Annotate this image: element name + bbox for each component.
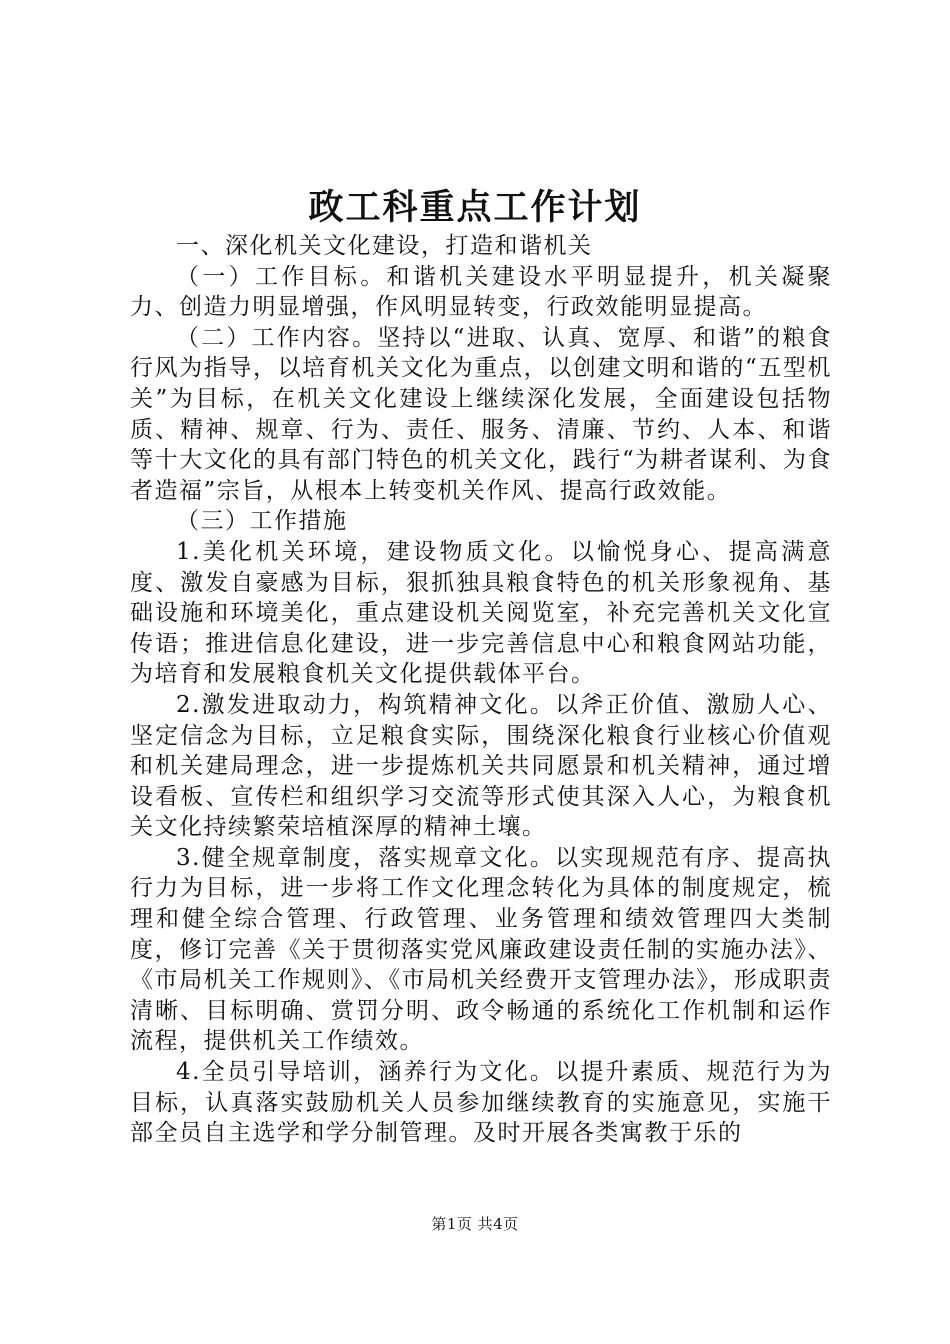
paragraph-measure-4: 4.全员引导培训，涵养行为文化。以提升素质、规范行为为目标，认真落实鼓励机关人员参加继续教育的实施意见，实施干部全员自主选学和学分制管理。及时开展各类寓教于乐的 [130,1059,832,1147]
paragraph-measure-2: 2.激发进取动力，构筑精神文化。以斧正价值、激励人心、坚定信念为目标，立足粮食实际，围绕深化粮食行业核心价值观和机关建局理念，进一步提炼机关共同愿景和机关精神，通过增设看板、宣传栏和组织学习交流等形式使其深入人心，为粮食机关文化持续繁荣培植深厚的精神土壤。 [130,691,832,841]
paragraph-work-measures-heading: （三）工作措施 [176,508,348,535]
document-body [130,231,832,1149]
page-footer: 第1页 共4页 [431,1215,519,1233]
paragraph-work-goal: （一）工作目标。和谐机关建设水平明显提升，机关凝聚力、创造力明显增强，作风明显转变，行政效能明显提高。 [130,263,832,321]
paragraph-measure-3: 3.健全规章制度，落实规章文化。以实现规范有序、提高执行力为目标，进一步将工作文化理念转化为具体的制度规定，梳理和健全综合管理、行政管理、业务管理和绩效管理四大类制度，修订完善《关于贯彻落实党风廉政建设责任制的实施办法》、《市局机关工作规则》、《市局机关经费开支管理办法》，形成职责清晰、目标明确、赏罚分明、政令畅通的系统化工作机制和运作流程，提供机关工作绩效。 [130,844,832,1055]
section-heading-1: 一、深化机关文化建设，打造和谐机关 [176,233,593,259]
document-title: 政工科重点工作计划 [308,187,642,228]
paragraph-measure-1: 1.美化机关环境，建设物质文化。以愉悦身心、提高满意度、激发自豪感为目标，狠抓独具粮食特色的机关形象视角、基础设施和环境美化，重点建设机关阅览室，补充完善机关文化宣传语；推进信息化建设，进一步完善信息中心和粮食网站功能，为培育和发展粮食机关文化提供载体平台。 [130,538,832,688]
paragraph-work-content: （二）工作内容。坚持以“进取、认真、宽厚、和谐”的粮食行风为指导，以培育机关文化为重点，以创建文明和谐的“五型机关”为目标，在机关文化建设上继续深化发展，全面建设包括物质、精神、规章、行为、责任、服务、清廉、节约、人本、和谐等十大文化的具有部门特色的机关文化，践行“为耕者谋利、为食者造福”宗旨，从根本上转变机关作风、提高行政效能。 [130,324,832,504]
